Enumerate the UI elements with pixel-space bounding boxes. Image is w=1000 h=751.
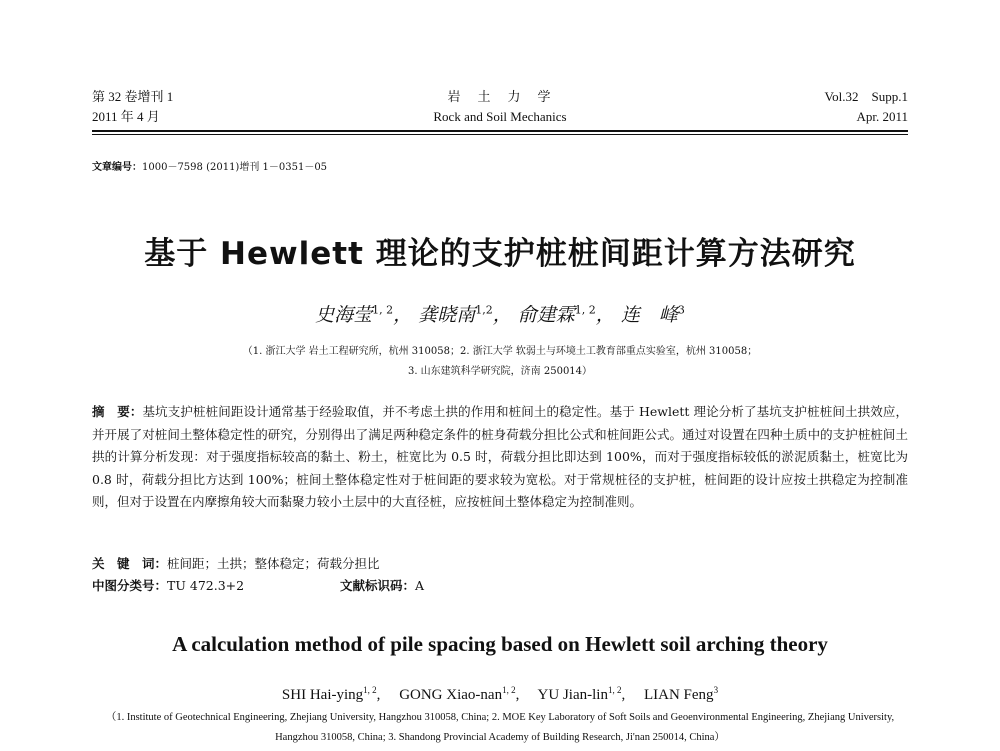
author-en-1: SHI Hai-ying xyxy=(281,687,364,703)
header-date-cn: 2011 年 4 月 xyxy=(92,109,160,124)
author-cn-3-sup: 1, 2 xyxy=(574,303,596,317)
header-date-en: Apr. 2011 xyxy=(856,109,908,124)
author-en-1-sup: 1, 2 xyxy=(363,685,377,695)
document-code xyxy=(340,576,424,596)
article-id xyxy=(92,158,327,173)
doc-code-value: A xyxy=(415,578,425,593)
clc-number xyxy=(92,576,244,596)
paper-title-cn: 基于 Hewlett 理论的支护桩桩间距计算方法研究 xyxy=(144,236,856,272)
keywords-label: 关 键 词： xyxy=(92,556,168,571)
abstract-label: 摘 要： xyxy=(92,404,143,419)
affiliation-en: （1. Institute of Geotechnical Engineering, Zhejiang University, Hangzhou 310058, China; 2. MOE Key Laboratory of Soft Soils and Geoenvironmental Engineering, Zhejiang University, Hangzhou 310058, China; 3. Shandong Provincial Academy of Building Research, Ji'nan 250014, China） xyxy=(105,712,895,743)
author-cn-4: 连 峰 xyxy=(620,304,678,326)
header-rule-thin xyxy=(92,134,908,135)
author-en-2: GONG Xiao-nan xyxy=(399,687,503,703)
header-journal-en: Rock and Soil Mechanics xyxy=(433,109,567,124)
author-en-4-sup: 3 xyxy=(713,685,719,695)
affiliation-cn-line-2: 3. 山东建筑科学研究院，济南 250014） xyxy=(407,366,593,377)
author-en-4: LIAN Feng xyxy=(643,687,714,703)
header-volume-cn: 第 32 卷增刊 1 xyxy=(92,89,174,104)
author-en-3-sup: 1, 2 xyxy=(607,685,622,695)
abstract-text: 基坑支护桩桩间距设计通常基于经验取值，并不考虑土拱的作用和桩间土的稳定性。基于 Hewlett 理论分析了基坑支护桩桩间土拱效应，并开展了对桩间土整体稳定性的研究，分别得出了满足两种稳定条件的桩身荷载分担比公式和桩间距公式。通过对设置在四种土质中的支护桩桩间土拱的计算分析发现：对于强度指标较高的黏土、粉土，桩宽比为 0.5 时，荷载分担比即达到 100%，而对于强度指标较低的淤泥质黏土，桩宽比为 0.8 时，荷载分担比方达到 100%；桩间土整体稳定性对于桩间距的要求较为宽松。对于常规桩径的支护桩，桩间距的设计应按土拱稳定为控制准则，但对于设置在内摩擦角较大而黏聚力较小土层中的大直径桩，应按桩间土整体稳定为控制准则。 xyxy=(92,404,908,509)
author-cn-2-sup: 1,2 xyxy=(475,303,493,317)
authors-en: SHI Hai-ying$^{1, 2}$, GONG Xiao-nan$^{1, 2}$, YU Jian-lin$^{1, 2}$, LIAN Feng$^3$ xyxy=(281,685,719,703)
authors-cn: 史海莹$^{1, 2}$， 龚晓南$^{1,2}$， 俞建霖$^{1, 2}$， 连 峰$^3$ xyxy=(315,303,685,326)
author-cn-1-sup: 1, 2 xyxy=(372,303,394,317)
clc-label: 中图分类号： xyxy=(92,578,168,593)
article-id-label: 文章编号： xyxy=(92,162,142,173)
header-journal-cn: 岩 土 力 学 xyxy=(447,89,553,104)
doc-code-label: 文献标识码： xyxy=(340,578,416,593)
author-cn-1: 史海莹 xyxy=(315,304,373,326)
header-volume-en: Vol.32 Supp.1 xyxy=(824,89,908,104)
keywords-text: 桩间距；土拱；整体稳定；荷载分担比 xyxy=(167,556,380,571)
author-en-3: YU Jian-lin xyxy=(537,687,608,703)
affiliation-cn-line-1: （1. 浙江大学 岩土工程研究所，杭州 310058；2. 浙江大学 软弱土与环境土工教育部重点实验室，杭州 310058； xyxy=(242,346,758,357)
paper-title-en: A calculation method of pile spacing based on Hewlett soil arching theory xyxy=(172,632,828,656)
author-cn-4-sup: 3 xyxy=(677,303,685,317)
keywords xyxy=(92,554,380,574)
author-en-2-sup: 1, 2 xyxy=(502,685,516,695)
clc-value: TU 472.3+2 xyxy=(167,578,245,593)
abstract xyxy=(92,401,908,514)
header-rule-thick xyxy=(92,130,908,132)
article-id-value: 1000－7598 (2011)增刊 1－0351－05 xyxy=(142,162,328,173)
author-cn-2: 龚晓南 xyxy=(418,304,476,326)
author-cn-3: 俞建霖 xyxy=(517,304,575,326)
